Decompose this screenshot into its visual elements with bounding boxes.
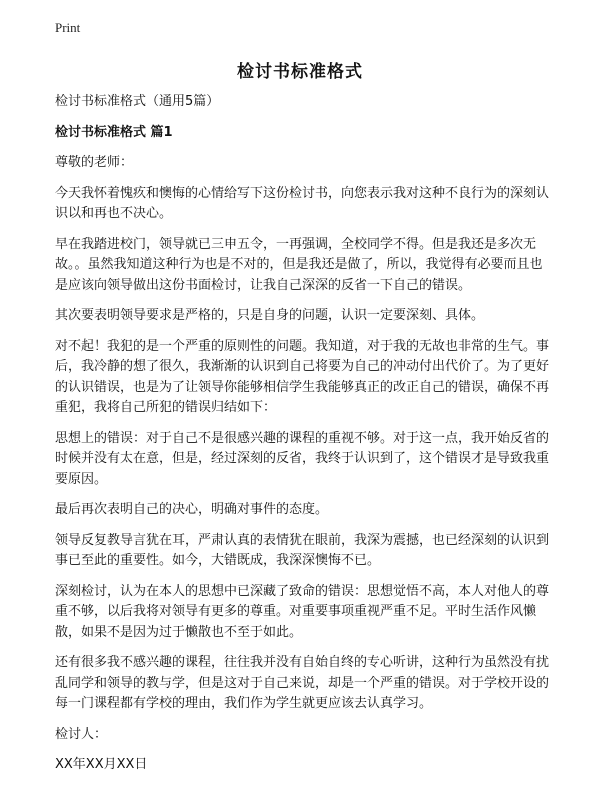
print-label[interactable]: Print (55, 20, 81, 35)
section-heading: 检讨书标准格式 篇1 (55, 125, 173, 140)
paragraph: 早在我踏进校门，领导就已三申五令，一再强调，全校同学不得。但是我还是多次无故。。虽然我知道这种行为也是不对的，但是我还是做了，所以，我觉得有必要而且也是应该向领导做出这份书面检讨，让我自己深深的反省一下自己的错误。 (55, 236, 543, 293)
paragraph: 还有很多我不感兴趣的课程，往往我并没有自始自终的专心听讲，这种行为虽然没有扰乱同学和领导的教与学，但是这对于自己来说，却是一个严重的错误。对于学校开设的每一门课程都有学校的理由，我们作为学生就更应该去认真学习。 (55, 655, 550, 711)
paragraph: 今天我怀着愧疚和懊悔的心情给写下这份检讨书，向您表示我对这种不良行为的深刻认识以和再也不决心。 (55, 185, 550, 221)
paragraph: 领导反复教导言犹在耳，严肃认真的表情犹在眼前，我深为震撼，也已经深刻的认识到事已至此的重要性。如今，大错既成，我深深懊悔不已。 (55, 532, 550, 568)
paragraph: 最后再次表明自己的决心，明确对事件的态度。 (55, 502, 329, 517)
signature-label: 检讨人： (55, 726, 108, 742)
paragraph: 深刻检讨，认为在本人的思想中已深藏了致命的错误：思想觉悟不高，本人对他人的尊重不够，以后我将对领导有更多的尊重。对重要事项重视严重不足。平时生活作风懒散，如果不是因为过于懒散也不至于如此。 (55, 583, 550, 640)
date-text: XX年XX月XX日 (55, 757, 148, 772)
paragraph: 对不起！我犯的是一个严重的原则性的问题。我知道，对于我的无故也非常的生气。事后，我冷静的想了很久，我渐渐的认识到自己将要为自己的冲动付出代价了。为了更好的认识错误，也是为了让领导你能够相信学生我能够真正的改正自己的错误，确保不再重犯，我将自己所犯的错误归结如下： (55, 338, 550, 415)
paragraph: 其次要表明领导要求是严格的，只是自身的问题，认识一定要深刻、具体。 (55, 308, 485, 323)
document-body (55, 92, 550, 786)
paragraph: 思想上的错误：对于自己不是很感兴趣的课程的重视不够。对于这一点，我开始反省的时候并没有太在意，但是，经过深刻的反省，我终于认识到了，这个错误才是导致我重要原因。 (55, 430, 550, 487)
subtitle: 检讨书标准格式（通用5篇） (55, 94, 220, 109)
page-title: 检讨书标准格式 (237, 62, 363, 82)
salutation: 尊敬的老师： (55, 155, 134, 170)
